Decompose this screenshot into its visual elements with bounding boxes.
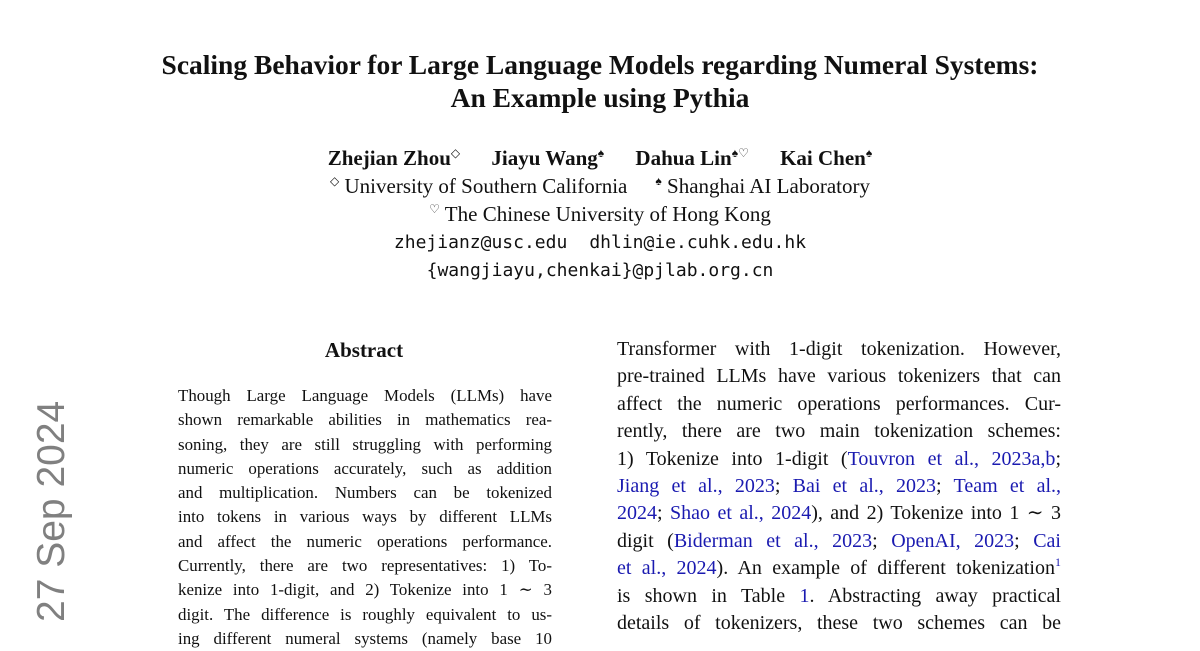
author-name: Zhejian Zhou [327,146,451,170]
affiliation-line-2 [100,200,1100,228]
abstract-line: ing different numeral systems (namely base 10 [178,628,552,648]
body-text: 1) Tokenize into 1-digit ( [617,447,848,470]
affiliation-mark: ♠ [597,146,605,160]
abstract-line: numeric operations accurately, such as addition [178,458,552,478]
arxiv-date-stamp: 27 Sep 2024 [30,400,73,622]
email-zhou[interactable]: zhejianz@usc.edu [393,232,568,253]
paper-title [100,48,1100,114]
body-line: pre-trained LLMs have various tokenizers that can [617,365,1061,388]
affiliation-cuhk: The Chinese University of Hong Kong [444,202,771,226]
citation-link[interactable]: Biderman et al., 2023 [673,529,873,552]
body-text: ), and 2) Tokenize into 1 ∼ 3 [811,502,1061,525]
citation-link[interactable]: Touvron et al., 2023a,b [847,447,1056,470]
abstract-line: Though Large Language Models (LLMs) have [178,386,552,405]
email-line-1 [100,229,1100,257]
body-text: digit ( [617,529,674,552]
abstract-line: and affect the numeric operations performance. [178,531,552,551]
body-line: affect the numeric operations performances. Cur- [617,392,1061,415]
email-lin[interactable]: dhlin@ie.cuhk.edu.hk [589,232,807,253]
abstract-line: and multiplication. Numbers can be tokenized [178,483,552,503]
citation-link[interactable]: Team et al., [953,474,1061,497]
body-line: rently, there are two main tokenization schemes: [617,420,1061,443]
body-text: ; [1014,529,1034,552]
author-list [100,144,1100,172]
title-line-2: An Example using Pythia [450,82,750,113]
body-text: . Abstracting away practical [809,584,1061,607]
body-line [617,500,1061,527]
author-name: Jiayu Wang [491,146,598,170]
author-3 [635,146,748,170]
body-text: ). An example of different tokenization [716,557,1055,580]
affiliation-usc: University of Southern California [344,174,628,198]
intro-column [617,336,1061,637]
citation-link[interactable]: Bai et al., 2023 [792,474,937,497]
email-pjlab[interactable]: {wangjiayu,chenkai}@pjlab.org.cn [426,260,774,281]
body-line [617,528,1061,555]
table-reference-link[interactable]: 1 [799,584,810,607]
body-line [617,446,1061,473]
body-text: ; [936,474,954,497]
author-2 [491,146,604,170]
body-text: ; [657,502,670,525]
abstract-line: shown remarkable abilities in mathematics rea- [178,410,552,430]
citation-link[interactable]: 2024 [617,502,657,525]
author-4 [780,146,872,170]
body-line: details of tokenizers, these two schemes can be [617,611,1061,634]
affiliation-mark: ♠ [865,146,873,160]
body-line [617,473,1061,500]
affiliation-mark: ♡ [429,202,440,216]
title-line-1: Scaling Behavior for Large Language Models regarding Numeral Systems: [161,49,1039,80]
body-text: is shown in Table [617,584,800,607]
affiliation-mark: ◇ [330,174,340,188]
author-name: Dahua Lin [635,146,732,170]
body-text: ; [774,474,793,497]
abstract-body [178,384,552,651]
abstract-line: digit. The difference is roughly equivalent to us- [178,604,552,624]
body-line: Transformer with 1-digit tokenization. However, [617,338,1061,360]
abstract-line: Currently, there are two representatives: 1) To- [178,556,552,576]
body-line [617,555,1061,582]
citation-link[interactable]: Jiang et al., 2023 [617,474,775,497]
author-name: Kai Chen [780,146,866,170]
footnote-mark[interactable]: 1 [1055,555,1061,570]
abstract-line: kenize into 1-digit, and 2) Tokenize into 1 ∼ 3 [178,580,552,600]
body-text: ; [1055,447,1061,470]
affiliation-mark: ◇ [450,146,461,160]
affiliation-shanghai-ai-lab: Shanghai AI Laboratory [667,174,870,198]
author-1 [328,146,460,170]
abstract-heading: Abstract [324,338,404,362]
abstract-line: soning, they are still struggling with performing [178,434,552,454]
affiliation-mark: ♠♡ [731,146,749,160]
body-text: ; [872,529,892,552]
email-line-2 [100,257,1100,285]
affiliation-mark: ♠ [655,174,662,188]
citation-link[interactable]: et al., 2024 [617,557,717,580]
citation-link[interactable]: Cai [1033,529,1061,552]
abstract-line: into tokens in various ways by different LLMs [178,507,552,527]
body-line [617,583,1061,610]
affiliation-line-1 [100,172,1100,200]
citation-link[interactable]: OpenAI, 2023 [891,529,1015,552]
citation-link[interactable]: Shao et al., 2024 [670,502,812,525]
